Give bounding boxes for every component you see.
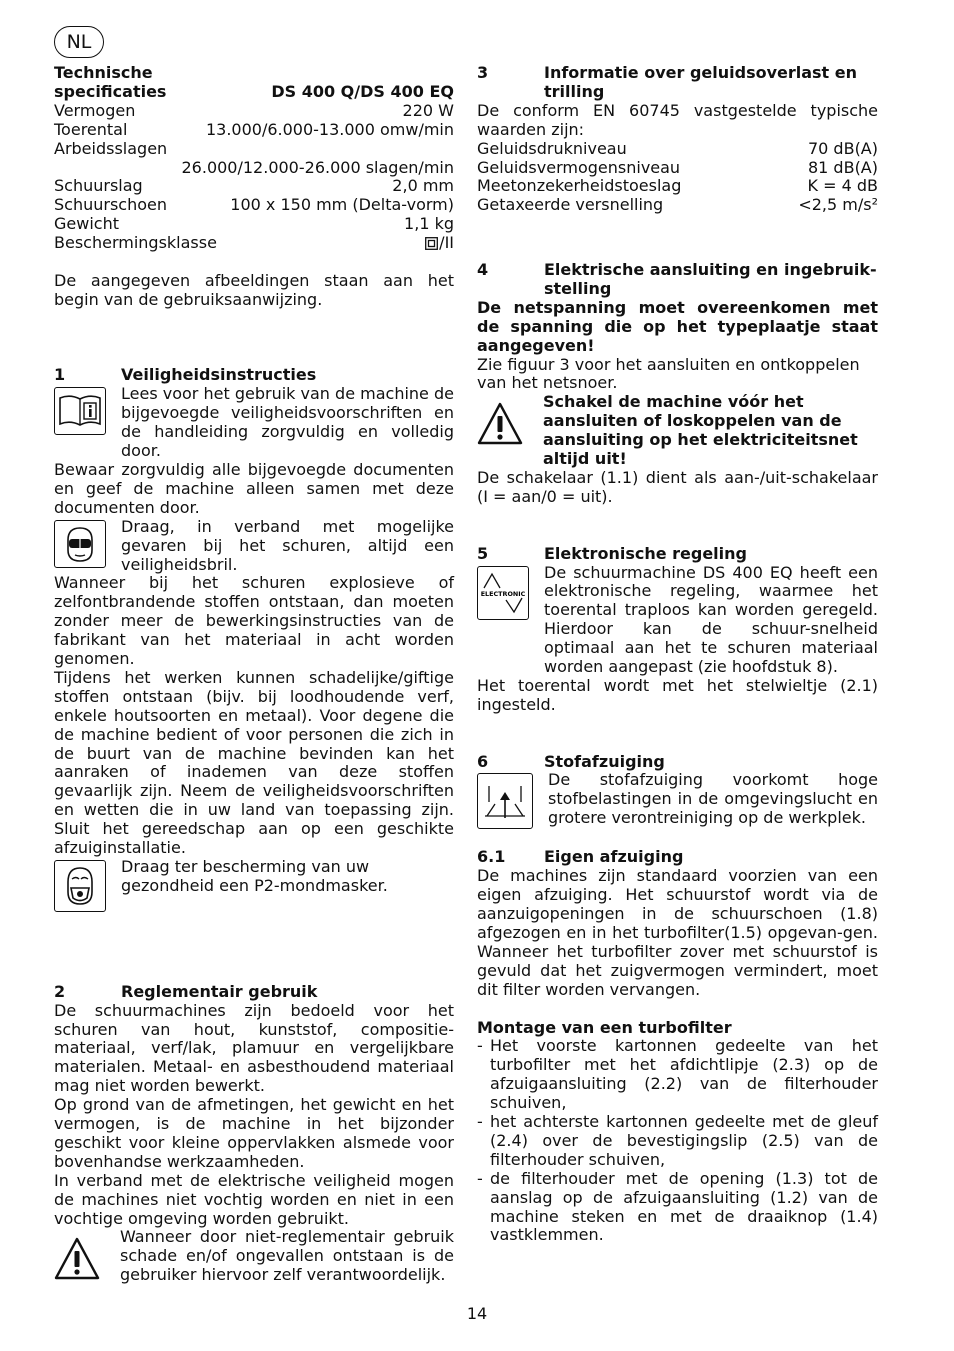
electronic-icon [477, 566, 529, 620]
right-column [477, 64, 878, 1245]
noise-value: K = 4 dB [807, 176, 878, 196]
spec-row [54, 177, 454, 196]
spec-value: 100 x 150 mm (Delta-vorm) [230, 195, 454, 215]
section-title: Elektronische regeling [544, 543, 747, 563]
instruction-block [54, 1228, 454, 1285]
spec-label: Gewicht [54, 214, 119, 234]
paragraph: Lees voor het gebruik van de machine de bijgevoegde veiligheidsvoorschriften en de handleiding zorgvuldig en volledig door. [121, 384, 454, 461]
instruction-block [54, 518, 454, 575]
paragraph: De schuurmachines zijn bedoeld voor het schuren van hout, kunststof, compositie-materiaal, verf/lak, plamuur en vergelijkbare materialen. Metaal- en asbesthoudend materiaal mag niet worden bewerkt. [54, 1000, 454, 1096]
spec-label: Beschermingsklasse [54, 233, 217, 253]
paragraph: Bewaar zorgvuldig alle bijgevoegde documenten en geef de machine alleen samen met deze documenten door. [54, 459, 454, 517]
noise-value: <2,5 m/s² [798, 195, 878, 215]
paragraph: Zie figuur 3 voor het aansluiten en ontkoppelen van het netsnoer. [477, 354, 860, 393]
list-item-text: Het voorste kartonnen gedeelte van het turbofilter met het afdichtlipje (2.3) op de afzuigaansluiting (2.2) van de filterhouder schuiven, [490, 1036, 878, 1113]
spec-value: 13.000/6.000-13.000 omw/min [205, 119, 454, 139]
section-title: Eigen afzuiging [544, 847, 684, 867]
page-number: 14 [466, 1304, 488, 1323]
noise-row [477, 159, 878, 178]
list-item: - de filterhouder met de opening (1.3) tot de aanslag op de afzuigaansluiting (1.2) van de machine steken en met de draaiknop (1.4) vastklemmen. [477, 1168, 878, 1245]
dust-mask-icon [54, 860, 106, 912]
noise-row [477, 140, 878, 159]
noise-value: 81 dB(A) [807, 157, 878, 177]
electronic-label: ELECTRONIC [480, 589, 526, 598]
spec-value: 26.000/12.000-26.000 slagen/min [181, 157, 454, 177]
paragraph: Wanneer door niet-reglementair gebruik schade en/of ongevallen ontstaan is de gebruiker hiervoor zelf verantwoordelijk. [120, 1227, 454, 1285]
spec-row [54, 140, 454, 178]
instruction-block [54, 858, 454, 912]
section-number: 2 [54, 981, 66, 1001]
section-number: 3 [477, 63, 489, 82]
noise-row [477, 177, 878, 196]
spec-value: 1,1 kg [404, 214, 454, 234]
section-heading [54, 983, 454, 1002]
section-number: 5 [477, 543, 489, 563]
paragraph: Op grond van de afmetingen, het gewicht en het vermogen, is de machine in het bijzonder geschikt voor kleine oppervlakken alsmede voor bovenhandse werkzaamheden. [54, 1095, 454, 1171]
section-number: 4 [477, 260, 489, 280]
instruction-block [477, 771, 878, 829]
paragraph: De machines zijn standaard voorzien van een eigen afzuiging. Het schuurstof wordt via de aanzuigopeningen in de schuurschoen (1.8) afgezogen en in het turbofilter(1.5) opgevan-gen. Wanneer het turbofilter zover met schuurstof is gevuld dat het zuigvermogen vermindert, moet dit filter worden vervangen. [477, 866, 878, 999]
dust-extraction-icon [477, 773, 533, 829]
section-title: Reglementair gebruik [121, 981, 318, 1001]
noise-row [477, 196, 878, 215]
spec-label: Toerental [54, 119, 128, 139]
spec-row [54, 234, 454, 253]
section-number: 6 [477, 751, 489, 771]
noise-label: Meetonzekerheidstoeslag [477, 176, 682, 196]
section-title: Veiligheidsinstructies [121, 365, 317, 385]
section-title: Stofafzuiging [544, 751, 665, 771]
spec-label: Schuurslag [54, 176, 143, 196]
paragraph: De stofafzuiging voorkomt hoge stofbelastingen in de omgevingslucht en grotere verontreiniging op de werkplek. [548, 770, 878, 828]
voltage-warning: De netspanning moet overeenkomen met de spanning die op het typeplaatje staat aangegeven! [477, 297, 878, 355]
instruction-block [477, 393, 878, 469]
section-heading [477, 64, 878, 102]
list-item: - het achterste kartonnen gedeelte met de gleuf (2.4) over de bevestigingslip (2.5) van de filterhouder schuiven, [477, 1112, 878, 1169]
warning-icon [54, 1236, 100, 1282]
tech-title: Technische [54, 63, 153, 82]
warning-icon [477, 401, 523, 447]
section-title: Informatie over geluidsoverlast en trilling [544, 63, 858, 101]
section-heading [477, 545, 878, 564]
section-title: Elektrische aansluiting en ingebruik-stelling [544, 260, 877, 298]
instruction-block [477, 564, 878, 677]
spec-value: 2,0 mm [392, 176, 454, 196]
noise-label: Geluidsdrukniveau [477, 138, 627, 158]
noise-label: Getaxeerde versnelling [477, 195, 664, 215]
spec-row [54, 196, 454, 215]
spec-label: Schuurschoen [54, 195, 167, 215]
paragraph: In verband met de elektrische veiligheid mogen de machines niet vochtig worden en niet in een vochtige omgeving worden gebruikt. [54, 1170, 454, 1228]
list-item-text: de filterhouder met de opening (1.3) tot de aanslag op de afzuigaansluiting (1.2) van de machine steken en met de draaiknop (1.4) vastklemmen. [490, 1168, 878, 1245]
paragraph: Wanneer bij het schuren explosieve of zelfontbrandende stoffen ontstaan, dan moeten zonder meer de bewerkingsinstructies van de fabrikant van het materiaal in acht worden genomen. [54, 573, 454, 669]
paragraph: Draag ter bescherming van uw gezondheid een P2-mondmasker. [121, 857, 388, 895]
noise-label: Geluidsvermogensniveau [477, 157, 681, 177]
tech-header [54, 64, 454, 83]
spec-value [425, 234, 454, 253]
read-manual-icon [54, 387, 106, 435]
paragraph: Draag, in verband met mogelijke gevaren bij het schuren, altijd een veiligheidsbril. [121, 516, 454, 574]
left-column [54, 64, 454, 1285]
tech-header-2 [54, 83, 454, 102]
section-number: 6.1 [477, 847, 506, 867]
paragraph: De conform EN 60745 vastgestelde typische waarden zijn: [477, 100, 878, 139]
section-heading [54, 366, 454, 385]
tech-model: DS 400 Q/DS 400 EQ [271, 81, 454, 101]
paragraph: Het toerental wordt met het stelwieltje (2.1) ingesteld. [477, 675, 878, 714]
spec-value: 220 W [402, 100, 454, 120]
language-badge: NL [54, 26, 104, 58]
section-heading [477, 848, 878, 867]
spec-row [54, 121, 454, 140]
spec-row [54, 102, 454, 121]
noise-value: 70 dB(A) [807, 138, 878, 158]
figure-note: De aangegeven afbeeldingen staan aan het begin van de gebruiksaanwijzing. [54, 270, 454, 309]
list-item-text: het achterste kartonnen gedeelte met de gleuf (2.4) over de bevestigingslip (2.5) van de filterhouder schuiven, [490, 1112, 878, 1169]
spec-label: Vermogen [54, 100, 136, 120]
protection-class: /II [439, 233, 454, 253]
double-insulation-icon [425, 237, 438, 250]
safety-goggles-icon [54, 520, 106, 568]
list-item: - Het voorste kartonnen gedeelte van het turbofilter met het afdichtlipje (2.3) op de afzuigaansluiting (2.2) van de filterhouder schuiven, [477, 1036, 878, 1113]
tech-title-2: specificaties [54, 81, 167, 101]
subsection-title: Montage van een turbofilter [477, 1017, 732, 1037]
paragraph: Tijdens het werken kunnen schadelijke/giftige stoffen ontstaan (bijv. bij loodhoudende verf, enkele houtsoorten en metaal). Voor degene die de machine bedient of voor personen die zich in de buurt van de machine bevinden kan het aanraken of inademen van deze stoffen gevaarlijk zijn. Neem de veiligheidsvoorschriften en wetten die in uw land van toepassing zijn. Sluit het gereedschap aan op een geschikte afzuiginstallatie. [54, 667, 454, 858]
spec-row [54, 215, 454, 234]
paragraph: De schakelaar (1.1) dient als aan-/uit-schakelaar (I = aan/0 = uit). [477, 468, 878, 506]
paragraph: De schuurmachine DS 400 EQ heeft een elektronische regeling, waarmee het toerental traploos kan worden geregeld. Hierdoor kan de schuur-snelheid optimaal aan het te schuren materiaal worden aangepast (zie hoofdstuk 8). [544, 562, 878, 677]
spec-label: Arbeidsslagen [54, 138, 168, 158]
instruction-block [54, 385, 454, 461]
section-number: 1 [54, 365, 66, 385]
section-heading [477, 753, 878, 772]
section-heading [477, 261, 878, 299]
paragraph: Schakel de machine vóór het aansluiten of loskoppelen van de aansluiting op het elektriciteitsnet altijd uit! [543, 392, 858, 469]
